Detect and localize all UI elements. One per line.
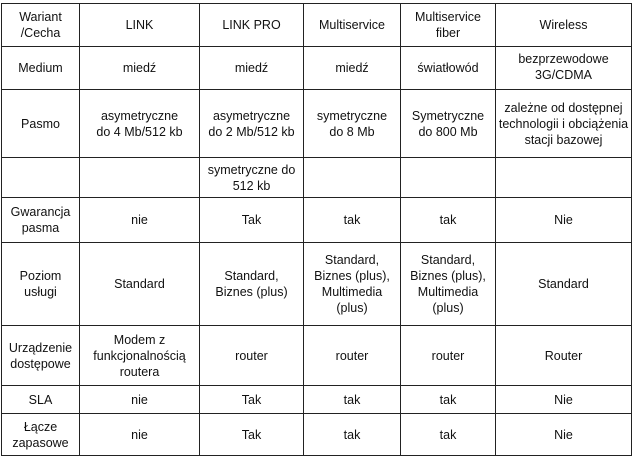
table-cell: Tak (200, 386, 304, 414)
table-cell: miedź (80, 47, 200, 90)
row-label-cell: Urządzenie dostępowe (2, 326, 80, 386)
row-label-cell (2, 158, 80, 198)
table-cell (80, 158, 200, 198)
table-cell: Router (496, 326, 632, 386)
table-row (2, 198, 632, 243)
table-cell: Tak (200, 198, 304, 243)
table-cell (496, 158, 632, 198)
header-cell: LINK (80, 4, 200, 47)
table-cell: zależne od dostępnej technologii i obciążenia stacji bazowej (496, 90, 632, 158)
table-cell: tak (304, 386, 401, 414)
table-cell: Nie (496, 414, 632, 456)
table-cell: Symetryczne do 800 Mb (401, 90, 496, 158)
table-row (2, 243, 632, 326)
table-cell: tak (401, 198, 496, 243)
table-cell: miedź (200, 47, 304, 90)
table-cell: światłowód (401, 47, 496, 90)
header-cell: Multiservice (304, 4, 401, 47)
row-label-cell: Pasmo (2, 90, 80, 158)
table-cell: tak (401, 386, 496, 414)
table-cell: Tak (200, 414, 304, 456)
table-row (2, 326, 632, 386)
table-cell: tak (304, 414, 401, 456)
table-cell: miedź (304, 47, 401, 90)
table-cell: router (200, 326, 304, 386)
table-row (2, 386, 632, 414)
table-cell: asymetryczne do 2 Mb/512 kb (200, 90, 304, 158)
table-cell: Modem z funkcjonalnością routera (80, 326, 200, 386)
table-cell: tak (401, 414, 496, 456)
comparison-table (1, 3, 632, 456)
table-cell: Standard (80, 243, 200, 326)
table-row (2, 158, 632, 198)
table-cell (304, 158, 401, 198)
table-cell: router (401, 326, 496, 386)
header-cell: Wireless (496, 4, 632, 47)
header-cell: Multiservice fiber (401, 4, 496, 47)
table-cell: symetryczne do 512 kb (200, 158, 304, 198)
table-cell: asymetryczne do 4 Mb/512 kb (80, 90, 200, 158)
table-row (2, 47, 632, 90)
table-cell: Nie (496, 198, 632, 243)
row-label-cell: Gwarancja pasma (2, 198, 80, 243)
table-cell: Nie (496, 386, 632, 414)
table-cell: nie (80, 386, 200, 414)
table-cell: Standard, Biznes (plus), Multimedia (plus) (304, 243, 401, 326)
table-row (2, 90, 632, 158)
table-cell: Standard (496, 243, 632, 326)
table-cell: symetryczne do 8 Mb (304, 90, 401, 158)
table-cell: nie (80, 198, 200, 243)
header-cell: LINK PRO (200, 4, 304, 47)
table-cell: nie (80, 414, 200, 456)
table-cell: bezprzewodowe 3G/CDMA (496, 47, 632, 90)
table-cell: router (304, 326, 401, 386)
row-label-cell: SLA (2, 386, 80, 414)
header-cell: Wariant /Cecha (2, 4, 80, 47)
row-label-cell: Poziom usługi (2, 243, 80, 326)
table-header-row (2, 4, 632, 47)
row-label-cell: Łącze zapasowe (2, 414, 80, 456)
table-cell: Standard, Biznes (plus), Multimedia (plus) (401, 243, 496, 326)
row-label-cell: Medium (2, 47, 80, 90)
table-cell (401, 158, 496, 198)
table-cell: tak (304, 198, 401, 243)
table-cell: Standard, Biznes (plus) (200, 243, 304, 326)
table-row (2, 414, 632, 456)
